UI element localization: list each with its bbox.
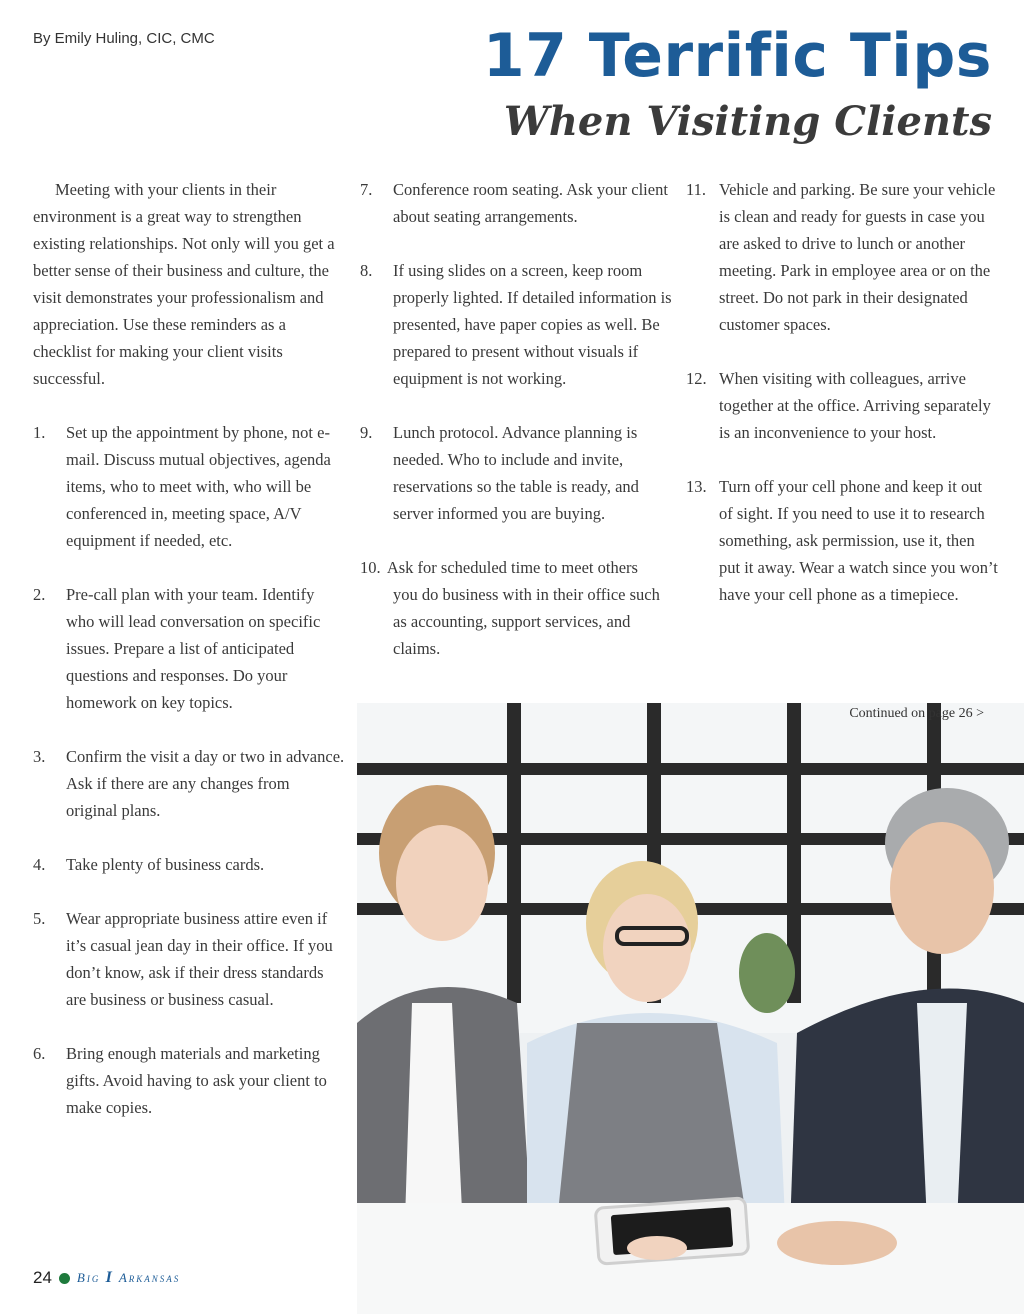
tip-number: 4. bbox=[33, 855, 46, 874]
business-meeting-photo bbox=[357, 703, 1024, 1314]
magazine-name-big: Big bbox=[76, 1270, 101, 1285]
tip-number: 10. bbox=[360, 558, 381, 577]
tip-item bbox=[360, 554, 672, 662]
tip-text: Pre-call plan with your team. Identify who will lead conversation on specific issues. Prepare a list of anticipated questions and responses. Do your homework on key topics. bbox=[66, 585, 321, 712]
tip-item bbox=[33, 581, 345, 716]
tip-text: If using slides on a screen, keep room properly lighted. If detailed information is presented, have paper copies as well. Be prepared to present without visuals if equipment is not working. bbox=[393, 261, 672, 388]
tip-item bbox=[33, 905, 345, 1013]
tip-text: Take plenty of business cards. bbox=[66, 855, 265, 874]
tip-number: 9. bbox=[360, 423, 373, 442]
tip-text: Bring enough materials and marketing gifts. Avoid having to ask your client to make copies. bbox=[66, 1044, 327, 1117]
magazine-name-i: I bbox=[105, 1269, 114, 1286]
tip-number: 8. bbox=[360, 261, 373, 280]
intro-paragraph: Meeting with your clients in their environment is a great way to strengthen existing relationships. Not only will you get a better sense of their business and culture, the visit demonstrates your professionalism and appreciation. Use these reminders as a checklist for making your client visits successful. bbox=[33, 180, 335, 388]
byline: By Emily Huling, CIC, CMC bbox=[33, 30, 215, 47]
tip-item bbox=[686, 176, 998, 338]
tip-text: Conference room seating. Ask your client about seating arrangements. bbox=[393, 180, 668, 226]
page-number: 24 bbox=[33, 1268, 52, 1287]
bullet-dot-icon bbox=[59, 1273, 70, 1284]
tip-number: 13. bbox=[686, 477, 707, 496]
tip-text: When visiting with colleagues, arrive together at the office. Arriving separately is an inconvenience to your host. bbox=[719, 369, 991, 442]
tip-text-continued: you do business with in their office such as accounting, support services, and claims. bbox=[393, 585, 660, 658]
tip-number: 3. bbox=[33, 747, 46, 766]
article-title: 17 Terrific Tips bbox=[482, 21, 992, 91]
tip-item bbox=[686, 365, 998, 446]
column-2 bbox=[360, 176, 672, 689]
tip-item bbox=[33, 419, 345, 554]
tip-text: Ask for scheduled time to meet others bbox=[386, 558, 638, 577]
tip-item bbox=[360, 257, 672, 392]
tip-text: Confirm the visit a day or two in advance. Ask if there are any changes from original plans. bbox=[66, 747, 345, 820]
tip-item bbox=[33, 851, 345, 878]
continued-note: Continued on page 26 > bbox=[849, 706, 984, 721]
tip-text: Vehicle and parking. Be sure your vehicle is clean and ready for guests in case you are asked to drive to lunch or another meeting. Park in employee area or on the street. Do not park in their designated customer spaces. bbox=[719, 180, 996, 334]
page-footer bbox=[33, 1268, 180, 1288]
tip-text: Turn off your cell phone and keep it out of sight. If you need to use it to research something, ask permission, use it, then put it away. Wear a watch since you won’t have your cell phone as a timepiece. bbox=[719, 477, 998, 604]
tip-item bbox=[33, 1040, 345, 1121]
tips-list-col3 bbox=[686, 176, 998, 608]
tips-list-col2 bbox=[360, 176, 672, 662]
tip-number: 5. bbox=[33, 909, 46, 928]
tip-text: Set up the appointment by phone, not e-mail. Discuss mutual objectives, agenda items, who to meet with, who will be conferenced in, meeting space, A/V equipment if needed, etc. bbox=[66, 423, 331, 550]
tips-list-col1 bbox=[33, 419, 345, 1121]
tip-number: 7. bbox=[360, 180, 373, 199]
magazine-name-state: Arkansas bbox=[118, 1270, 181, 1285]
magazine-name bbox=[77, 1269, 180, 1287]
tip-number: 12. bbox=[686, 369, 707, 388]
article-subtitle: When Visiting Clients bbox=[503, 98, 992, 145]
tip-item bbox=[360, 176, 672, 230]
tip-number: 2. bbox=[33, 585, 46, 604]
tip-text: Lunch protocol. Advance planning is needed. Who to include and invite, reservations so the table is ready, and server informed you are buying. bbox=[393, 423, 639, 523]
column-3 bbox=[686, 176, 998, 635]
tip-number: 6. bbox=[33, 1044, 46, 1063]
tip-item bbox=[360, 419, 672, 527]
tip-number: 11. bbox=[686, 180, 707, 199]
tip-item bbox=[686, 473, 998, 608]
tip-text: Wear appropriate business attire even if it’s casual jean day in their office. If you don’t know, ask if their dress standards are business or business casual. bbox=[66, 909, 333, 1009]
tip-number: 1. bbox=[33, 423, 46, 442]
column-1 bbox=[33, 176, 345, 1148]
tip-item bbox=[33, 743, 345, 824]
